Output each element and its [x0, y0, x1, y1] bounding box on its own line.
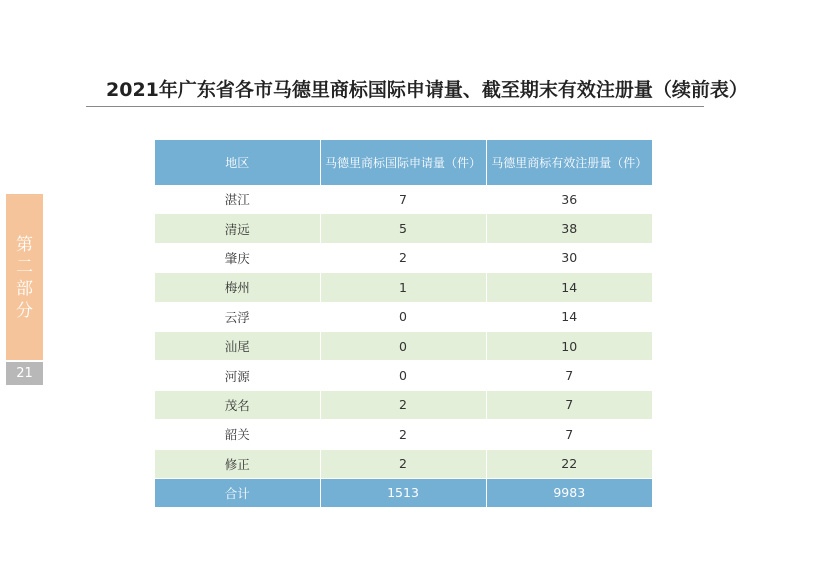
cell-registrations: 38: [486, 214, 652, 243]
section-tab-char: 部: [16, 279, 33, 299]
table-row: [155, 302, 652, 331]
cell-applications: 7: [320, 185, 486, 214]
cell-applications: 5: [320, 214, 486, 243]
table-row: [155, 273, 652, 302]
section-tab: [6, 194, 43, 360]
title-text: 2021年广东省各市马德里商标国际申请量、截至期末有效注册量（续前表）: [106, 79, 748, 101]
table-row: [155, 420, 652, 449]
cell-registrations: 7: [486, 390, 652, 419]
cell-registrations: 14: [486, 302, 652, 331]
cell-region: 肇庆: [155, 243, 320, 272]
cell-region: 河源: [155, 361, 320, 390]
cell-registrations: 30: [486, 243, 652, 272]
section-tab-char: 第: [16, 235, 33, 255]
table-row: [155, 331, 652, 360]
page-number: 21: [6, 362, 43, 385]
cell-applications: 0: [320, 302, 486, 331]
table-row: [155, 185, 652, 214]
cell-applications: 0: [320, 331, 486, 360]
table-row: [155, 390, 652, 419]
column-header-region: 地区: [155, 140, 320, 185]
title-divider: [86, 106, 704, 107]
page-title: [86, 76, 748, 104]
cell-applications: 2: [320, 449, 486, 478]
cell-registrations: 36: [486, 185, 652, 214]
column-header-applications: 马德里商标国际申请量（件）: [320, 140, 486, 185]
cell-region: 修正: [155, 449, 320, 478]
cell-region: 茂名: [155, 390, 320, 419]
table-row: [155, 214, 652, 243]
cell-applications: 2: [320, 390, 486, 419]
table-header-row: [155, 140, 652, 185]
cell-region: 清远: [155, 214, 320, 243]
cell-registrations: 7: [486, 420, 652, 449]
cell-total-registrations: 9983: [486, 478, 652, 507]
cell-registrations: 7: [486, 361, 652, 390]
cell-applications: 2: [320, 420, 486, 449]
cell-applications: 1: [320, 273, 486, 302]
cell-region: 梅州: [155, 273, 320, 302]
table-row: [155, 243, 652, 272]
cell-region: 汕尾: [155, 331, 320, 360]
cell-region: 云浮: [155, 302, 320, 331]
column-header-registrations: 马德里商标有效注册量（件）: [486, 140, 652, 185]
cell-applications: 2: [320, 243, 486, 272]
cell-registrations: 10: [486, 331, 652, 360]
table-total-row: [155, 478, 652, 507]
section-tab-char: 分: [16, 301, 33, 321]
section-tab-char: 二: [16, 257, 33, 277]
cell-registrations: 14: [486, 273, 652, 302]
table-row: [155, 449, 652, 478]
table-row: [155, 361, 652, 390]
data-table: [155, 140, 652, 508]
table-body: [155, 185, 652, 507]
cell-region: 湛江: [155, 185, 320, 214]
cell-total-label: 合计: [155, 478, 320, 507]
cell-applications: 0: [320, 361, 486, 390]
cell-total-applications: 1513: [320, 478, 486, 507]
title-block: [86, 76, 748, 107]
cell-region: 韶关: [155, 420, 320, 449]
cell-registrations: 22: [486, 449, 652, 478]
